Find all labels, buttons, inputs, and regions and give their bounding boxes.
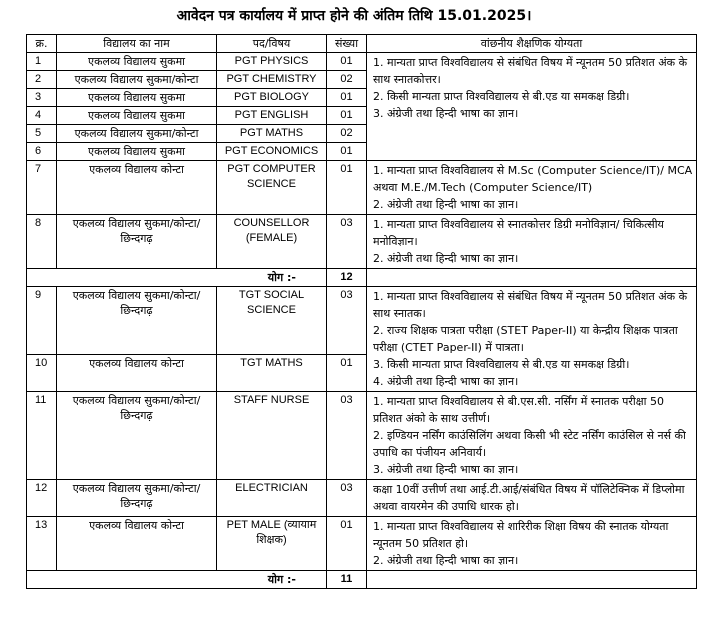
row-count: 01	[327, 143, 367, 161]
qual-line: 1. मान्यता प्राप्त विश्वविद्यालय से M.Sc (Computer Science/IT)/ MCA अथवा M.E./M.Tech (Computer Science/IT)	[373, 164, 693, 194]
table-row	[27, 215, 697, 269]
page-title: आवेदन पत्र कार्यालय में प्राप्त होने की अंतिम तिथि 15.01.2025।	[176, 8, 532, 24]
qual-line: 3. किसी मान्यता प्राप्त विश्वविद्यालय से बी.एड या समकक्ष डिग्री।	[373, 358, 630, 371]
row-count: 03	[327, 287, 367, 355]
row-school: एकलव्य विद्यालय सुकमा/कोन्टा	[57, 71, 217, 89]
row-post: TGT SOCIAL SCIENCE	[217, 287, 327, 355]
row-post: PET MALE (व्यायाम शिक्षक)	[217, 517, 327, 571]
table-row	[27, 517, 697, 571]
row-sn: 3	[27, 89, 57, 107]
row-sn: 6	[27, 143, 57, 161]
qual-line: 1. मान्यता प्राप्त विश्वविद्यालय से संबंधित विषय में न्यूनतम 50 प्रतिशत अंक के साथ स्नातकोत्तर।	[373, 56, 688, 86]
row-sn: 5	[27, 125, 57, 143]
row-school: एकलव्य विद्यालय सुकमा/कोन्टा/छिन्दगढ़	[57, 215, 217, 269]
header-count: संख्या	[327, 35, 367, 53]
row-school: एकलव्य विद्यालय सुकमा	[57, 89, 217, 107]
row-count: 03	[327, 392, 367, 480]
row-sn: 7	[27, 161, 57, 215]
table-row	[27, 392, 697, 480]
qual-line: कक्षा 10वीं उत्तीर्ण तथा आई.टी.आई/संबंधित विषय में पॉलिटेक्निक में डिप्लोमा अथवा वायरमेन की उपाधि धारक हो।	[373, 483, 685, 513]
total-label: योग :-	[27, 269, 327, 287]
row-school: एकलव्य विद्यालय सुकमा/कोन्टा	[57, 125, 217, 143]
row-count: 01	[327, 354, 367, 391]
header-post: पद/विषय	[217, 35, 327, 53]
row-count: 03	[327, 215, 367, 269]
total-row	[27, 269, 697, 287]
vacancy-table	[26, 34, 697, 589]
qualification-computer	[367, 161, 697, 215]
total-label: योग :-	[27, 571, 327, 589]
row-count: 02	[327, 71, 367, 89]
qual-line: 1. मान्यता प्राप्त विश्वविद्यालय से बी.एस.सी. नर्सिंग में स्नातक परीक्षा 50 प्रतिशत अंको के साथ उत्तीर्ण।	[373, 395, 664, 425]
row-count: 01	[327, 161, 367, 215]
header-sn: क्र.	[27, 35, 57, 53]
total-row	[27, 571, 697, 589]
qual-line: 2. अंग्रेजी तथा हिन्दी भाषा का ज्ञान।	[373, 554, 519, 567]
row-school: एकलव्य विद्यालय सुकमा	[57, 143, 217, 161]
row-school: एकलव्य विद्यालय कोन्टा	[57, 517, 217, 571]
row-count: 01	[327, 107, 367, 125]
row-post: PGT COMPUTER SCIENCE	[217, 161, 327, 215]
row-sn: 8	[27, 215, 57, 269]
qual-line: 3. अंग्रेजी तथा हिन्दी भाषा का ज्ञान।	[373, 463, 519, 476]
qual-line: 2. किसी मान्यता प्राप्त विश्वविद्यालय से बी.एड या समकक्ष डिग्री।	[373, 90, 630, 103]
qual-line: 2. राज्य शिक्षक पात्रता परीक्षा (STET Paper-II) या केन्द्रीय शिक्षक पात्रता परीक्षा (CTET Paper-II) में पात्रता।	[373, 324, 678, 354]
qualification-pgt	[367, 53, 697, 161]
qualification-nurse	[367, 392, 697, 480]
table-header-row	[27, 35, 697, 53]
row-count: 01	[327, 517, 367, 571]
qualification-tgt	[367, 287, 697, 392]
total-value: 12	[327, 269, 367, 287]
total-value: 11	[327, 571, 367, 589]
qual-line: 4. अंग्रेजी तथा हिन्दी भाषा का ज्ञान।	[373, 375, 519, 388]
row-post: PGT CHEMISTRY	[217, 71, 327, 89]
qual-line: 2. अंग्रेजी तथा हिन्दी भाषा का ज्ञान।	[373, 198, 519, 211]
qualification-pet	[367, 517, 697, 571]
total-empty	[367, 269, 697, 287]
row-sn: 9	[27, 287, 57, 355]
row-count: 02	[327, 125, 367, 143]
row-post: PGT ENGLISH	[217, 107, 327, 125]
row-school: एकलव्य विद्यालय सुकमा/कोन्टा/छिन्दगढ़	[57, 480, 217, 517]
row-post: STAFF NURSE	[217, 392, 327, 480]
row-sn: 10	[27, 354, 57, 391]
row-school: एकलव्य विद्यालय कोन्टा	[57, 354, 217, 391]
qual-line: 1. मान्यता प्राप्त विश्वविद्यालय से शारिरीक शिक्षा विषय की स्नातक योग्यता न्यूनतम 50 प्रतिशत हो।	[373, 520, 669, 550]
row-school: एकलव्य विद्यालय सुकमा/कोन्टा/छिन्दगढ़	[57, 392, 217, 480]
row-count: 01	[327, 89, 367, 107]
row-post: PGT BIOLOGY	[217, 89, 327, 107]
header-school: विद्यालय का नाम	[57, 35, 217, 53]
row-post: PGT MATHS	[217, 125, 327, 143]
row-post: TGT MATHS	[217, 354, 327, 391]
qual-line: 1. मान्यता प्राप्त विश्वविद्यालय से संबंधित विषय में न्यूनतम 50 प्रतिशत अंक के साथ स्नातक।	[373, 290, 688, 320]
row-sn: 13	[27, 517, 57, 571]
row-post: ELECTRICIAN	[217, 480, 327, 517]
row-post: COUNSELLOR (FEMALE)	[217, 215, 327, 269]
row-school: एकलव्य विद्यालय कोन्टा	[57, 161, 217, 215]
row-sn: 11	[27, 392, 57, 480]
row-school: एकलव्य विद्यालय सुकमा/कोन्टा/छिन्दगढ़	[57, 287, 217, 355]
qualification-electrician	[367, 480, 697, 517]
row-count: 01	[327, 53, 367, 71]
table-row	[27, 53, 697, 71]
qual-line: 1. मान्यता प्राप्त विश्वविद्यालय से स्नातकोत्तर डिग्री मनोविज्ञान/ चिकित्सीय मनोविज्ञान।	[373, 218, 664, 248]
row-sn: 12	[27, 480, 57, 517]
row-post: PGT ECONOMICS	[217, 143, 327, 161]
row-school: एकलव्य विद्यालय सुकमा	[57, 107, 217, 125]
row-school: एकलव्य विद्यालय सुकमा	[57, 53, 217, 71]
total-empty	[367, 571, 697, 589]
qualification-counsellor	[367, 215, 697, 269]
qual-line: 3. अंग्रेजी तथा हिन्दी भाषा का ज्ञान।	[373, 107, 519, 120]
qual-line: 2. अंग्रेजी तथा हिन्दी भाषा का ज्ञान।	[373, 252, 519, 265]
table-row	[27, 161, 697, 215]
table-row	[27, 287, 697, 355]
qual-line: 2. इण्डियन नर्सिंग काउंसिलिंग अथवा किसी भी स्टेट नर्सिंग काउंसिल से नर्स की उपाधि का पंजीयन अनिवार्य।	[373, 429, 686, 459]
header-qualification: वांछनीय शैक्षणिक योग्यता	[367, 35, 697, 53]
row-sn: 4	[27, 107, 57, 125]
row-count: 03	[327, 480, 367, 517]
row-post: PGT PHYSICS	[217, 53, 327, 71]
row-sn: 1	[27, 53, 57, 71]
row-sn: 2	[27, 71, 57, 89]
table-row	[27, 480, 697, 517]
